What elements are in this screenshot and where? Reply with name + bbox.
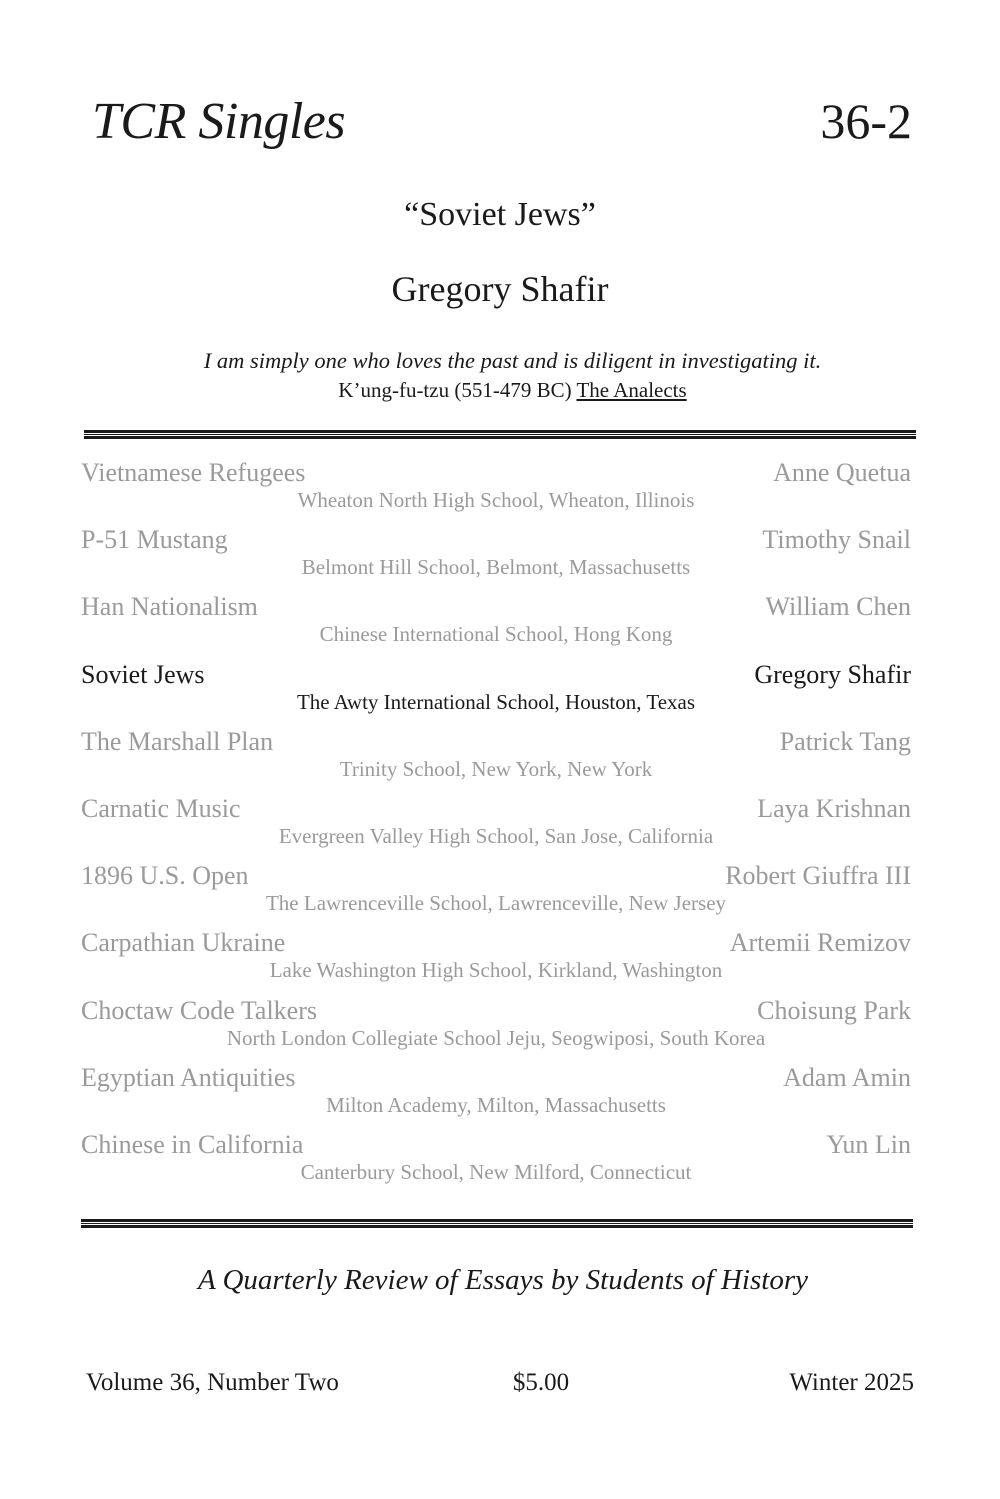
essay-entry-author: Adam Amin	[783, 1062, 911, 1092]
essay-entry-author: Timothy Snail	[762, 525, 911, 555]
top-double-rule	[84, 430, 916, 439]
epigraph-source	[0, 378, 1000, 403]
essay-entry-title: P-51 Mustang	[81, 525, 228, 555]
table-of-contents	[81, 456, 911, 1195]
essay-entry-school: Lake Washington High School, Kirkland, Washington	[269, 958, 723, 983]
list-item	[81, 456, 911, 523]
essay-entry-school: Canterbury School, New Milford, Connecticut	[300, 1159, 692, 1184]
essay-entry-school: Trinity School, New York, New York	[339, 756, 653, 781]
essay-entry-school: Milton Academy, Milton, Massachusetts	[326, 1092, 666, 1117]
bottom-double-rule	[81, 1219, 913, 1228]
essay-entry-author: Yun Lin	[826, 1129, 911, 1159]
essay-entry-author: Artemii Remizov	[729, 928, 911, 958]
list-item	[81, 859, 911, 926]
list-item	[81, 926, 911, 993]
list-item-current	[81, 658, 911, 725]
essay-entry-title: Chinese in California	[81, 1129, 304, 1159]
essay-entry-school: Belmont Hill School, Belmont, Massachusetts	[301, 555, 691, 580]
essay-entry-school: North London Collegiate School Jeju, Seogwiposi, South Korea	[226, 1025, 766, 1050]
essay-entry-school: Wheaton North High School, Wheaton, Illinois	[297, 488, 695, 512]
footer	[86, 1369, 914, 1397]
essay-entry-school: The Lawrenceville School, Lawrenceville, New Jersey	[265, 891, 727, 916]
issue-number: 36-2	[820, 93, 912, 149]
volume-number: Volume 36, Number Two	[86, 1369, 339, 1396]
series-title: TCR Singles	[92, 93, 346, 150]
masthead	[92, 92, 912, 156]
essay-entry-author: Robert Giuffra III	[725, 861, 911, 891]
essay-entry-author: Choisung Park	[757, 995, 911, 1025]
essay-entry-title: Vietnamese Refugees	[81, 458, 306, 487]
essay-entry-author: William Chen	[765, 592, 911, 622]
list-item	[81, 1128, 911, 1195]
essay-entry-author: Patrick Tang	[779, 726, 911, 756]
journal-tagline: A Quarterly Review of Essays by Students of History	[198, 1264, 808, 1296]
essay-entry-title: The Marshall Plan	[81, 726, 274, 756]
list-item	[81, 590, 911, 657]
essay-entry-title: Choctaw Code Talkers	[81, 995, 317, 1025]
essay-entry-author: Anne Quetua	[773, 458, 911, 487]
issue-season: Winter 2025	[789, 1369, 914, 1396]
list-item	[81, 725, 911, 792]
essay-entry-author: Laya Krishnan	[757, 793, 911, 823]
essay-entry-title: Han Nationalism	[81, 592, 258, 622]
list-item	[81, 523, 911, 590]
essay-entry-title: Egyptian Antiquities	[81, 1062, 296, 1092]
list-item	[81, 1061, 911, 1128]
essay-entry-school: The Awty International School, Houston, Texas	[296, 689, 696, 714]
epigraph-quote: I am simply one who loves the past and is diligent in investigating it.	[203, 348, 822, 373]
essay-entry-title: Soviet Jews	[81, 659, 205, 689]
essay-title: “Soviet Jews”	[404, 196, 596, 233]
essay-entry-school: Evergreen Valley High School, San Jose, California	[278, 823, 714, 848]
epigraph-attribution: K’ung-fu-tzu (551-479 BC)	[338, 378, 572, 402]
essay-entry-title: Carpathian Ukraine	[81, 928, 286, 958]
epigraph-book: The Analects	[576, 378, 687, 402]
essay-author: Gregory Shafir	[391, 269, 609, 309]
essay-entry-title: 1896 U.S. Open	[81, 861, 249, 891]
essay-entry-author: Gregory Shafir	[754, 659, 911, 689]
price: $5.00	[512, 1369, 570, 1396]
list-item	[81, 994, 911, 1061]
list-item	[81, 792, 911, 859]
essay-entry-school: Chinese International School, Hong Kong	[319, 622, 673, 647]
essay-entry-title: Carnatic Music	[81, 793, 241, 823]
